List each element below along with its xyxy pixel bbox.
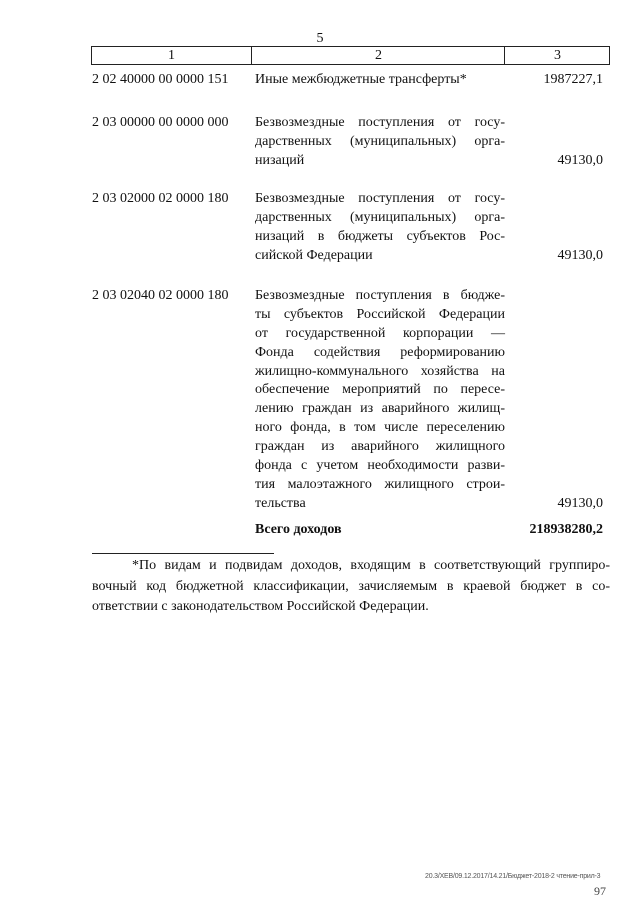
income-description <box>255 287 505 514</box>
amount: 49130,0 <box>557 247 603 263</box>
footnote-divider <box>92 553 274 554</box>
budget-code: 2 03 02040 02 0000 180 <box>92 288 229 303</box>
total-label: Всего доходов <box>255 522 342 537</box>
header-col-2: 2 <box>251 47 505 64</box>
description-line: дарственных (муниципальных) орга- <box>255 209 505 225</box>
description-line: низаций <box>255 152 305 168</box>
income-description <box>255 71 505 90</box>
description-line: фонда с учетом необходимости разви- <box>255 458 505 474</box>
document-stamp: 20.3/XEB/09.12.2017/14.21/Бюджет-2018-2 чтение-прил-3 <box>425 873 601 880</box>
description-line: тельства <box>255 495 306 511</box>
footnote-line: вочный код бюджетной классификации, зачисляемым в краевой бюджет в со- <box>92 578 610 594</box>
page-number: 5 <box>316 31 324 46</box>
income-description <box>255 114 505 171</box>
description-line: Безвозмездные поступления от госу- <box>255 115 505 130</box>
amount: 49130,0 <box>557 495 603 511</box>
income-description <box>255 190 505 266</box>
total-amount: 218938280,2 <box>529 522 603 537</box>
description-line: ного фонда, в том числе переселению <box>255 420 505 436</box>
footnote-line: ответствии с законодательством Российской Федерации. <box>92 599 429 614</box>
table-header <box>91 46 610 65</box>
description-line: низаций в бюджеты субъектов Рос- <box>255 228 505 244</box>
description-line: Безвозмездные поступления в бюдже- <box>255 288 505 303</box>
budget-code: 2 02 40000 00 0000 151 <box>92 72 229 87</box>
description-line: жилищно-коммунального хозяйства на <box>255 363 505 379</box>
footnote <box>92 556 610 618</box>
header-col-1: 1 <box>168 48 175 63</box>
description-line: от государственной корпорации — <box>255 325 505 341</box>
footnote-line: *По видам и подвидам доходов, входящим в соответствующий группиро- <box>132 558 610 573</box>
header-col-3: 3 <box>504 47 610 64</box>
description-line: ты субъектов Российской Федерации <box>255 306 505 322</box>
description-line: сийской Федерации <box>255 247 373 263</box>
sheet-number: 97 <box>594 884 606 898</box>
description-line: лению граждан из аварийного жилищ- <box>255 401 505 417</box>
description-line: обеспечение мероприятий по пересе- <box>255 382 505 398</box>
budget-code: 2 03 02000 02 0000 180 <box>92 191 229 206</box>
amount: 49130,0 <box>557 152 603 168</box>
description-line: Фонда содействия реформированию <box>255 344 505 360</box>
description-line: Безвозмездные поступления от госу- <box>255 191 505 206</box>
description-line: граждан из аварийного жилищного <box>255 439 505 455</box>
amount: 1987227,1 <box>543 72 603 87</box>
description-line: дарственных (муниципальных) орга- <box>255 133 505 149</box>
description-line: Иные межбюджетные трансферты* <box>255 72 467 87</box>
budget-code: 2 03 00000 00 0000 000 <box>92 115 229 130</box>
description-line: тия малоэтажного жилищного строи- <box>255 476 505 492</box>
